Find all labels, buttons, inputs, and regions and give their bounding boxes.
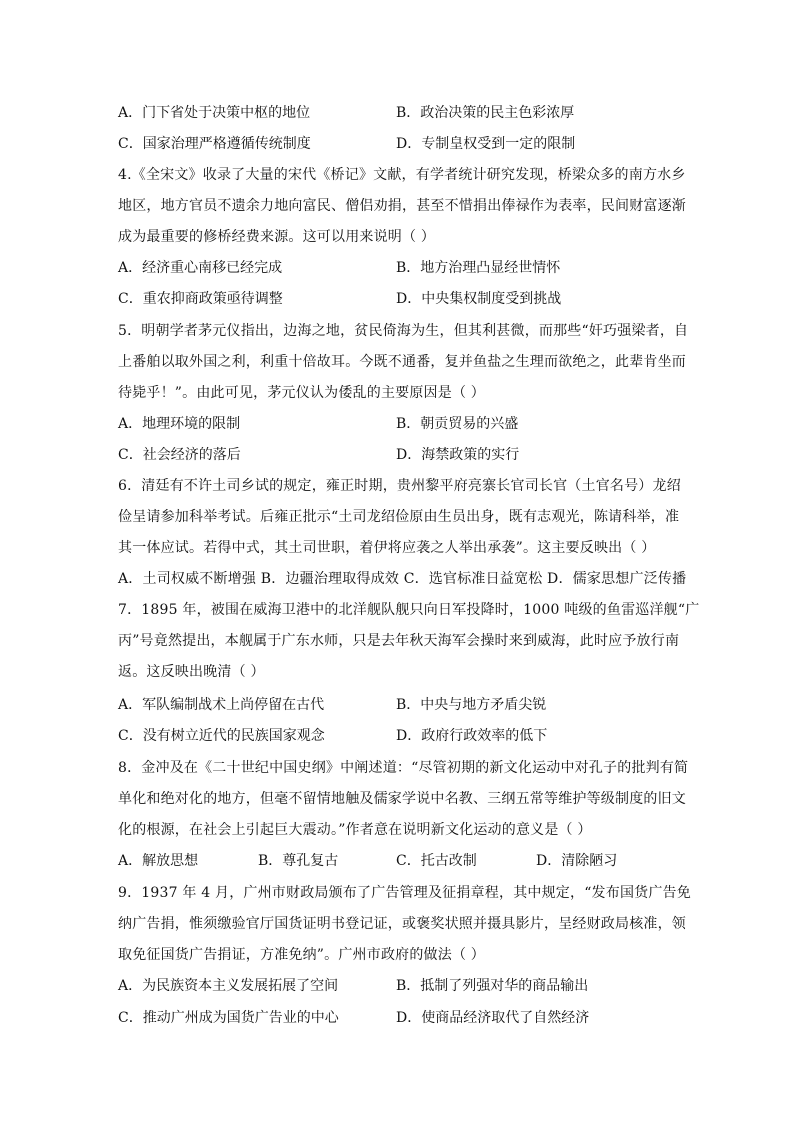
q4-option-c: C．重农抑商政策亟待调整 [118, 291, 283, 307]
q5-option-b: B．朝贡贸易的兴盛 [396, 416, 519, 432]
q5-option-a: A．地理环境的限制 [118, 416, 241, 432]
q4-stem-line-3: 成为最重要的修桥经费来源。这可以用来说明（ ） [118, 229, 436, 245]
q7-option-a: A．军队编制战术上尚停留在古代 [118, 697, 325, 713]
q9-stem-line-2: 纳广告捐，惟须缴验官厅国货证明书登记证，或褒奖状照并摄具影片，呈经财政局核准，领 [118, 916, 686, 932]
q8-option-a: A．解放思想 [118, 853, 199, 869]
q6-stem-line-1: 6．清廷有不许土司乡试的规定，雍正时期，贵州黎平府亮寨长官司长官（土官名号）龙绍 [118, 478, 681, 494]
q8-option-c: C．托古改制 [396, 853, 477, 869]
q3-option-b: B．政治决策的民主色彩浓厚 [396, 105, 575, 121]
q5-option-d: D．海禁政策的实行 [396, 447, 520, 463]
q5-stem-line-2: 上番舶以取外国之利，利重十倍故耳。今既不通番，复并鱼盐之生理而欲绝之，此辈肯坐而 [118, 354, 686, 370]
q5-stem-line-1: 5．明朝学者茅元仪指出，边海之地，贫民倚海为生，但其利甚微，而那些“奸巧强梁者，自 [118, 323, 689, 339]
q5-stem-line-3: 待毙乎！”。由此可见，茅元仪认为倭乱的主要原因是（ ） [118, 385, 486, 401]
q6-stem-line-2: 俭呈请参加科举考试。后雍正批示“土司龙绍俭原由生员出身，既有志观光，陈请科举，准 [118, 509, 680, 525]
q7-option-c: C．没有树立近代的民族国家观念 [118, 728, 325, 744]
q4-stem-line-2: 地区，地方官员不遗余力地向富民、僧侣劝捐，甚至不惜捐出俸禄作为表率，民间财富逐渐 [118, 198, 686, 214]
q9-option-d: D．使商品经济取代了自然经济 [396, 1010, 590, 1026]
q9-option-c: C．推动广州成为国货广告业的中心 [118, 1010, 339, 1026]
q5-option-c: C．社会经济的落后 [118, 447, 241, 463]
q7-option-d: D．政府行政效率的低下 [396, 728, 548, 744]
q8-option-b: B．尊孔复古 [258, 853, 339, 869]
q7-option-b: B．中央与地方矛盾尖锐 [396, 697, 547, 713]
q8-option-d: D．清除陋习 [536, 853, 618, 869]
q4-stem-line-1: 4.《全宋文》收录了大量的宋代《桥记》文献，有学者统计研究发现，桥梁众多的南方水乡 [118, 167, 686, 183]
q6-stem-line-3: 其一体应试。若得中式，其土司世职，着伊将应袭之人举出承袭”。这主要反映出（ ） [118, 540, 656, 556]
q8-stem-line-3: 化的根源，在社会上引起巨大震动。”作者意在说明新文化运动的意义是（ ） [118, 822, 592, 838]
q8-stem-line-1: 8．金冲及在《二十世纪中国史纲》中阐述道：“尽管初期的新文化运动中对孔子的批判有简 [118, 760, 689, 776]
q4-option-d: D．中央集权制度受到挑战 [396, 291, 562, 307]
q9-option-b: B．抵制了列强对华的商品输出 [396, 978, 589, 994]
q3-option-c: C．国家治理严格遵循传统制度 [118, 136, 311, 152]
q7-stem-line-3: 返。这反映出晚清（ ） [118, 664, 265, 680]
q6-options-line: A．土司权威不断增强 B．边疆治理取得成效 C．选官标准日益宽松 D．儒家思想广泛传播 [118, 571, 687, 587]
q7-stem-line-1: 7．1895 年，被围在威海卫港中的北洋舰队舰只向日军投降时，1000 吨级的鱼雷巡洋舰“广 [118, 602, 700, 618]
q9-option-a: A．为民族资本主义发展拓展了空间 [118, 978, 339, 994]
q3-option-d: D．专制皇权受到一定的限制 [396, 136, 576, 152]
q9-stem-line-1: 9．1937 年 4 月，广州市财政局颁布了广告管理及征捐章程，其中规定，“发布国货广告免 [118, 885, 691, 901]
q4-option-a: A．经济重心南移已经完成 [118, 260, 283, 276]
q3-option-a: A．门下省处于决策中枢的地位 [118, 105, 311, 121]
q9-stem-line-3: 取免征国货广告捐证，方准免纳”。广州市政府的做法（ ） [118, 947, 486, 963]
q8-stem-line-2: 单化和绝对化的地方，但毫不留情地触及儒家学说中名教、三纲五常等维护等级制度的旧文 [118, 791, 686, 807]
q4-option-b: B．地方治理凸显经世情怀 [396, 260, 561, 276]
q7-stem-line-2: 丙”号竟然提出，本舰属于广东水师，只是去年秋天海军会操时来到威海，此时应予放行南 [118, 633, 680, 649]
